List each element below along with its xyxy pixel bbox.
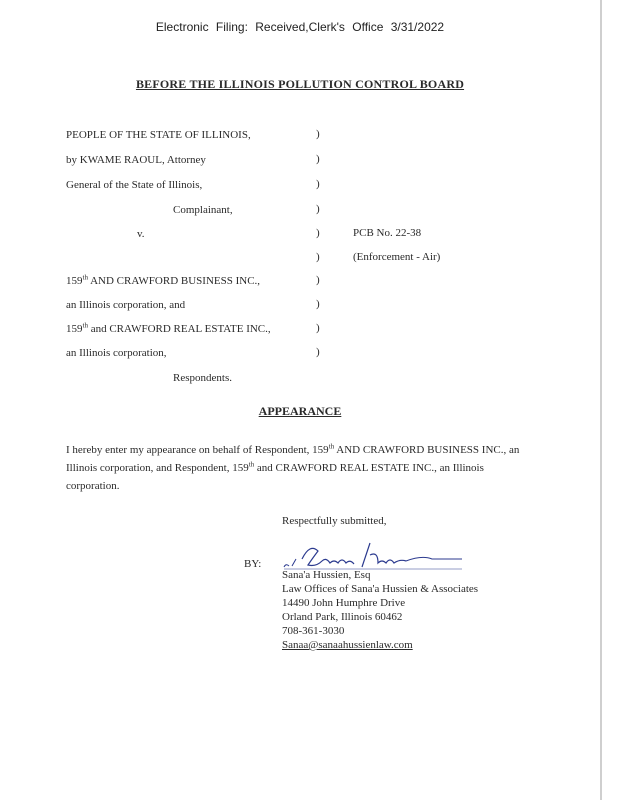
- versus-label: v.: [137, 228, 145, 240]
- email-link[interactable]: Sanaa@sanaahussienlaw.com: [282, 639, 413, 651]
- caption-paren: ): [316, 153, 320, 165]
- complainant-label: Complainant,: [173, 204, 233, 216]
- respondents-label: Respondents.: [173, 372, 232, 384]
- appearance-heading: APPEARANCE: [258, 404, 342, 418]
- phone-number: 708-361-3030: [282, 625, 345, 637]
- page-edge-divider: [600, 0, 602, 800]
- caption-line-3: General of the State of Illinois,: [66, 179, 203, 191]
- respondent-2-desc: an Illinois corporation,: [66, 347, 167, 359]
- attorney-name: Sana'a Hussien, Esq: [282, 569, 371, 581]
- filing-stamp: Electronic Filing: Received,Clerk's Office 3/31/2022: [155, 20, 445, 34]
- caption-paren: ): [316, 346, 320, 358]
- signature-block: [282, 568, 478, 652]
- appearance-paragraph: I hereby enter my appearance on behalf of Respondent, 159th AND CRAWFORD BUSINESS INC., an Illinois corporation, and Respondent, 159th and CRAWFORD REAL ESTATE INC., an Illinois corporation.: [66, 442, 520, 492]
- law-firm: Law Offices of Sana'a Hussien & Associates: [282, 583, 479, 595]
- case-type: (Enforcement - Air): [353, 251, 441, 263]
- caption-paren: ): [316, 251, 320, 263]
- caption-paren: ): [316, 298, 320, 310]
- respondent-1-desc: an Illinois corporation, and: [66, 299, 186, 311]
- caption-paren: ): [316, 322, 320, 334]
- respondent-2-name: 159th and CRAWFORD REAL ESTATE INC.,: [66, 321, 271, 335]
- caption-paren: ): [316, 274, 320, 286]
- address-line-2: Orland Park, Illinois 60462: [282, 611, 403, 623]
- case-number: PCB No. 22-38: [353, 227, 422, 239]
- caption-line-2: by KWAME RAOUL, Attorney: [66, 154, 206, 166]
- address-line-1: 14490 John Humphre Drive: [282, 597, 406, 609]
- caption-line-1: PEOPLE OF THE STATE OF ILLINOIS,: [66, 129, 251, 141]
- caption-paren: ): [316, 227, 320, 239]
- respectfully-submitted: Respectfully submitted,: [282, 515, 387, 527]
- caption-paren: ): [316, 203, 320, 215]
- caption-paren: ): [316, 178, 320, 190]
- caption-paren: ): [316, 128, 320, 140]
- by-label: BY:: [244, 558, 262, 570]
- respondent-1-name: 159th AND CRAWFORD BUSINESS INC.,: [66, 273, 261, 287]
- court-title: BEFORE THE ILLINOIS POLLUTION CONTROL BOARD: [135, 77, 465, 91]
